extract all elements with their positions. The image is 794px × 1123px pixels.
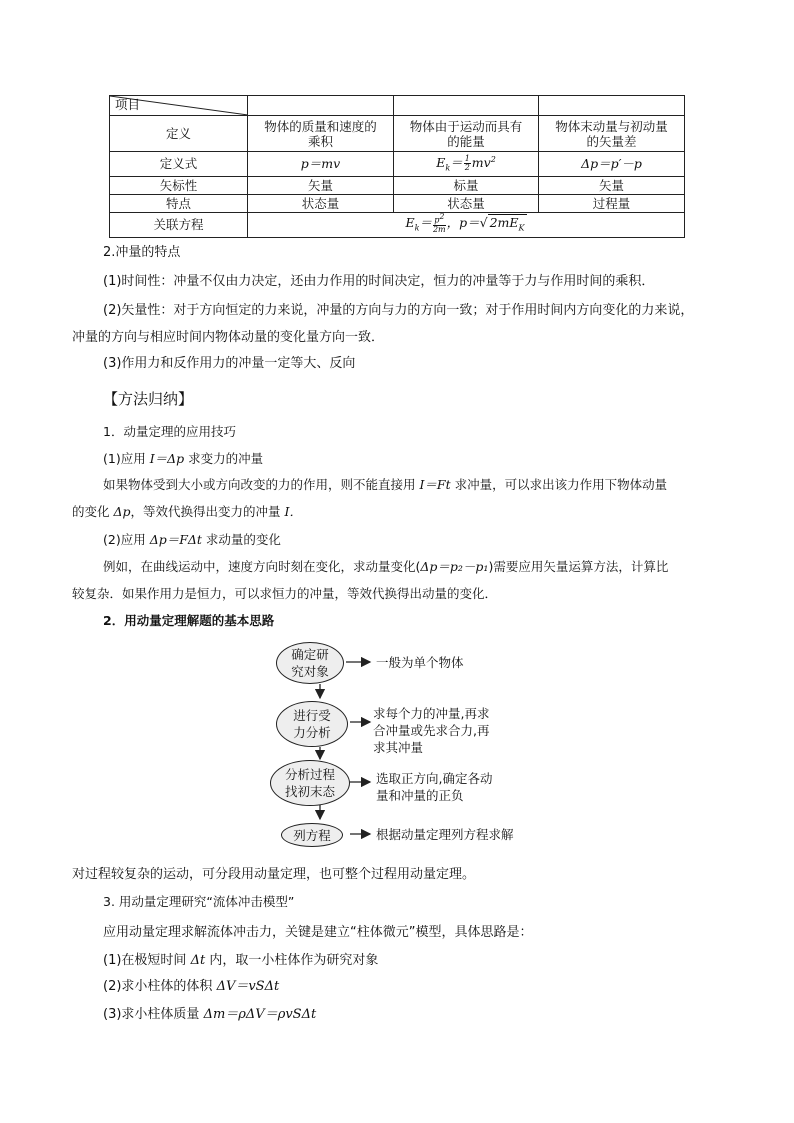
header-cell-1 [248,96,394,116]
method-sub1-b-text1: 例如，在曲线运动中，速度方向时刻在变化，求动量变化(Δp＝p₂－p₁)需要应用矢量运算方法，计算比 [103,559,669,574]
fluid-step-3: (3)求小柱体质量 Δm＝ρΔV＝ρvSΔt [103,1007,317,1022]
method-sub1-a: (1)应用 I＝Δp 求变力的冲量 [103,451,264,466]
row-label-formula: 定义式 [110,152,248,177]
row-label-relation: 关联方程 [110,212,248,237]
method-sub1: 1．动量定理的应用技巧 [103,424,236,439]
definition-kinetic-energy: 物体由于运动而具有 的能量 [394,116,539,152]
fluid-title: 3. 用动量定理研究“流体冲击模型” [103,894,295,909]
formula-momentum: p＝mv [248,152,394,177]
row-label-vector-scalar: 矢标性 [110,176,248,194]
fluid-step-1: (1)在极短时间 Δt 内，取一小柱体作为研究对象 [103,953,379,968]
header-cell-3 [539,96,685,116]
definition-momentum: 物体的质量和速度的 乘积 [248,116,394,152]
relation-formula: $E_k=$ $\frac{p^2}{2m}$ ，p＝√ $2mE_K$ [248,212,685,237]
flow-note-1: 一般为单个物体 [376,655,464,670]
method-title: 【方法归纳】 [103,390,194,408]
after-flow-text: 对过程较复杂的运动，可分段用动量定理，也可整个过程用动量定理。 [72,867,476,882]
header-cell-2 [394,96,539,116]
feature-1: 状态量 [248,194,394,212]
vector-scalar-1: 矢量 [248,176,394,194]
impulse-title: 2.冲量的特点 [103,245,181,260]
method-sub1-a-text1: 如果物体受到大小或方向改变的力的作用，则不能直接用 I＝Ft 求冲量，可以求出该力作用下物体动量 [103,477,668,492]
formula-momentum-change: Δp＝p′－p [539,152,685,177]
comparison-table [109,95,685,238]
fluid-step-2: (2)求小柱体的体积 ΔV＝vSΔt [103,979,280,994]
impulse-item-1: (1)时间性：冲量不仅由力决定，还由力作用的时间决定，恒力的冲量等于力与作用时间的乘积． [103,274,655,289]
flow-node-equation: 列方程 [281,823,343,847]
row-label-feature: 特点 [110,194,248,212]
flow-node-force: 进行受 力分析 [276,701,348,747]
flow-node-process: 分析过程 找初末态 [270,760,350,806]
impulse-item-3: (3)作用力和反作用力的冲量一定等大、反向 [103,356,356,371]
method-sub1-b-text2: 较复杂．如果作用力是恒力，可以求恒力的冲量，等效代换得出动量的变化． [72,586,498,601]
flow-note-2: 求每个力的冲量,再求 合冲量或先求合力,再 求其冲量 [373,706,490,755]
vector-scalar-3: 矢量 [539,176,685,194]
impulse-item-2: (2)矢量性：对于方向恒定的力来说，冲量的方向与力的方向一致；对于作用时间内方向变化的力来说， [103,303,694,318]
table-corner-cell [110,96,248,116]
definition-momentum-change: 物体末动量与初动量 的矢量差 [539,116,685,152]
impulse-item-2-cont: 冲量的方向与相应时间内物体动量的变化量方向一致． [72,330,385,345]
method-sub1-a-text2: 的变化 Δp，等效代换得出变力的冲量 I． [72,504,302,519]
method-sub2: 2．用动量定理解题的基本思路 [103,613,275,628]
corner-label: 项目 [115,97,141,112]
feature-3: 过程量 [539,194,685,212]
row-label-definition: 定义 [110,116,248,152]
fluid-intro: 应用动量定理求解流体冲击力，关键是建立“柱体微元”模型，具体思路是： [103,925,533,940]
flow-note-3: 选取正方向,确定各动 量和冲量的正负 [376,771,493,803]
feature-2: 状态量 [394,194,539,212]
method-sub1-b: (2)应用 Δp＝FΔt 求动量的变化 [103,532,281,547]
formula-kinetic-energy: $E_k=$ $\frac{1}{2}$ $mv^2$ [394,152,539,177]
vector-scalar-2: 标量 [394,176,539,194]
flow-note-4: 根据动量定理列方程求解 [376,827,514,842]
flow-node-object: 确定研 究对象 [276,642,344,684]
